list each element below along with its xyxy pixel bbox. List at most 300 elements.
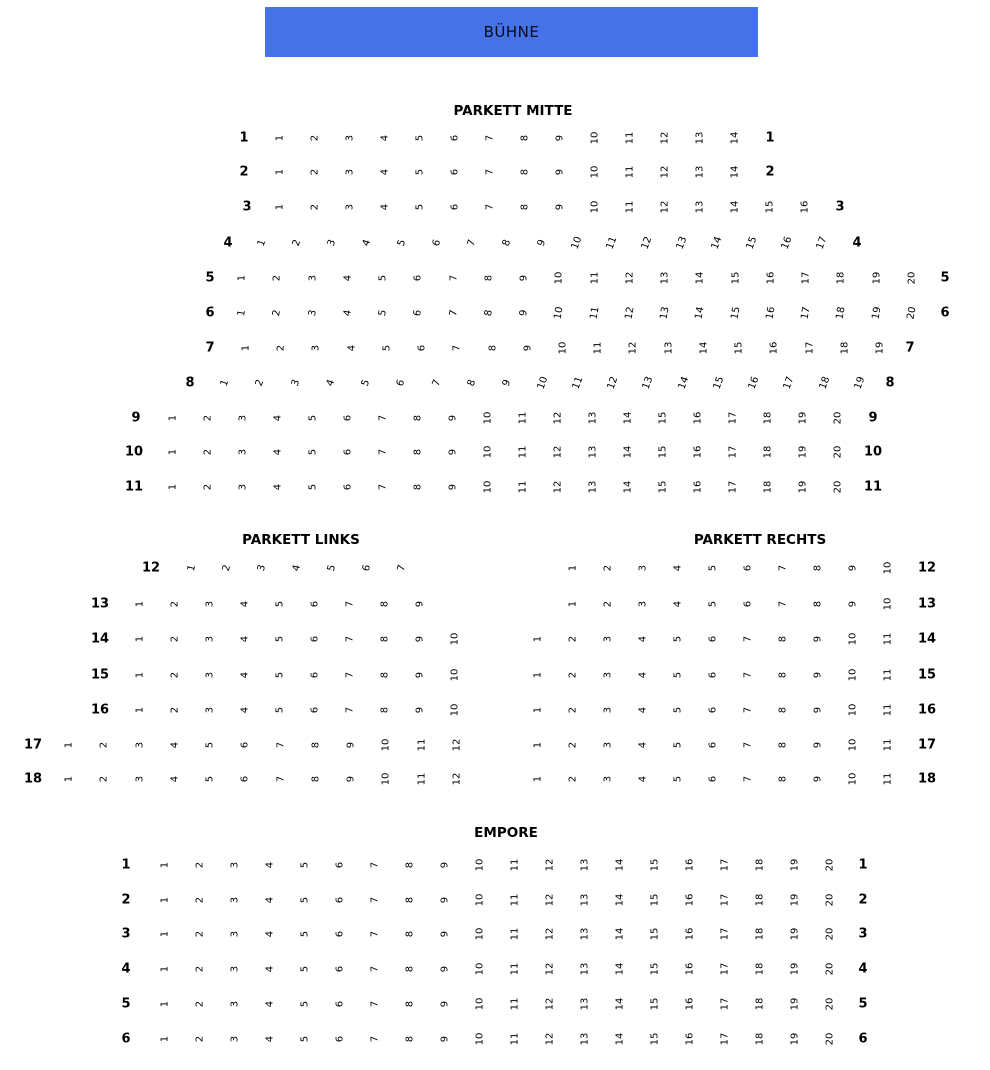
seat-number: 8 xyxy=(379,635,391,643)
seat-number: 11 xyxy=(509,858,521,872)
seat-number: 10 xyxy=(482,445,494,459)
seat-number: 13 xyxy=(663,341,675,355)
seat-number: 13 xyxy=(587,411,599,425)
row-label-left: 2 xyxy=(239,164,249,180)
row-label-right: 6 xyxy=(940,305,950,321)
seat-number: 18 xyxy=(817,375,833,391)
seat-number: 4 xyxy=(346,344,358,352)
seat-number: 14 xyxy=(693,305,707,321)
seat-number: 8 xyxy=(777,775,789,783)
seat-number: 6 xyxy=(342,414,354,422)
seat-number: 8 xyxy=(404,965,416,973)
seat-number: 10 xyxy=(449,668,461,682)
seat-number: 9 xyxy=(414,706,426,714)
seat-number: 6 xyxy=(449,134,461,142)
seat-number: 16 xyxy=(764,305,778,321)
seat-number: 3 xyxy=(134,741,146,749)
seat-number: 5 xyxy=(274,635,286,643)
seat-number: 4 xyxy=(239,706,251,714)
seat-number: 7 xyxy=(447,308,460,318)
seat-number: 2 xyxy=(567,671,579,679)
section-title-parkett-links: PARKETT LINKS xyxy=(242,532,360,548)
seat-number: 4 xyxy=(379,203,391,211)
seat-number: 9 xyxy=(522,344,534,352)
row-label-right: 2 xyxy=(765,164,775,180)
seat-number: 16 xyxy=(684,927,696,941)
seat-number: 3 xyxy=(637,564,649,572)
seat-number: 14 xyxy=(729,200,741,214)
seat-number: 1 xyxy=(134,671,146,679)
seat-number: 10 xyxy=(552,305,566,321)
seat-number: 7 xyxy=(742,706,754,714)
row-label-right: 5 xyxy=(940,270,950,286)
row-label-right: 11 xyxy=(863,479,883,495)
seat-number: 16 xyxy=(768,341,780,355)
section-title-empore: EMPORE xyxy=(474,825,538,841)
row-label-left: 2 xyxy=(121,892,131,908)
row-label-left: 13 xyxy=(90,596,110,612)
seat-number: 17 xyxy=(719,927,731,941)
seat-number: 1 xyxy=(134,635,146,643)
seat-number: 9 xyxy=(439,861,451,869)
seat-number: 15 xyxy=(729,305,743,321)
stage-label: BÜHNE xyxy=(483,23,540,41)
seat-number: 5 xyxy=(672,671,684,679)
row-label-left: 6 xyxy=(205,305,215,321)
seat-number: 14 xyxy=(614,858,626,872)
seat-number: 19 xyxy=(789,1032,801,1046)
seat-number: 1 xyxy=(532,671,544,679)
seat-number: 3 xyxy=(310,344,322,352)
seat-number: 6 xyxy=(239,741,251,749)
seat-number: 2 xyxy=(290,238,304,248)
seat-number: 9 xyxy=(414,671,426,679)
seat-number: 7 xyxy=(369,861,381,869)
seat-number: 8 xyxy=(379,671,391,679)
row-label-right: 1 xyxy=(858,857,868,873)
seat-number: 19 xyxy=(797,480,809,494)
seat-number: 6 xyxy=(742,564,754,572)
seat-number: 3 xyxy=(237,414,249,422)
seat-number: 3 xyxy=(602,635,614,643)
seat-number: 8 xyxy=(500,238,514,248)
seat-number: 13 xyxy=(640,375,656,391)
seat-number: 8 xyxy=(404,896,416,904)
seat-number: 4 xyxy=(264,1000,276,1008)
row-label-left: 3 xyxy=(121,926,131,942)
seat-number: 6 xyxy=(412,308,425,318)
seat-number: 20 xyxy=(824,927,836,941)
seat-number: 11 xyxy=(882,772,894,786)
seat-number: 6 xyxy=(309,706,321,714)
seat-number: 11 xyxy=(882,738,894,752)
seat-number: 2 xyxy=(309,168,321,176)
seat-number: 15 xyxy=(733,341,745,355)
seat-number: 10 xyxy=(589,165,601,179)
seat-number: 1 xyxy=(236,274,248,282)
section-title-parkett-rechts: PARKETT RECHTS xyxy=(693,532,827,548)
seat-number: 7 xyxy=(777,600,789,608)
row-label-left: 15 xyxy=(90,667,110,683)
seat-number: 1 xyxy=(274,168,286,176)
seat-number: 10 xyxy=(535,375,550,391)
seat-number: 5 xyxy=(299,1000,311,1008)
seat-number: 8 xyxy=(310,775,322,783)
seat-number: 4 xyxy=(239,635,251,643)
seat-number: 19 xyxy=(789,858,801,872)
seat-number: 6 xyxy=(334,896,346,904)
row-label-left: 16 xyxy=(90,702,110,718)
seat-number: 11 xyxy=(570,375,586,391)
seat-number: 20 xyxy=(824,997,836,1011)
row-label-right: 6 xyxy=(858,1031,868,1047)
seat-number: 6 xyxy=(342,448,354,456)
row-label-right: 7 xyxy=(905,340,915,356)
seat-number: 7 xyxy=(395,563,409,573)
seat-number: 16 xyxy=(684,962,696,976)
seat-number: 14 xyxy=(614,1032,626,1046)
seat-number: 15 xyxy=(649,927,661,941)
seat-number: 5 xyxy=(299,965,311,973)
seat-number: 5 xyxy=(707,600,719,608)
seat-number: 14 xyxy=(622,480,634,494)
seat-number: 7 xyxy=(742,635,754,643)
seat-number: 8 xyxy=(519,203,531,211)
seat-number: 19 xyxy=(871,271,883,285)
seat-number: 3 xyxy=(255,563,269,573)
seat-number: 4 xyxy=(239,600,251,608)
seat-number: 7 xyxy=(451,344,463,352)
row-label-left: 7 xyxy=(205,340,215,356)
seat-number: 16 xyxy=(692,480,704,494)
seat-number: 17 xyxy=(719,962,731,976)
seat-number: 2 xyxy=(194,1000,206,1008)
seat-number: 7 xyxy=(344,635,356,643)
seat-number: 8 xyxy=(812,600,824,608)
seat-number: 2 xyxy=(275,344,287,352)
seat-number: 10 xyxy=(380,772,392,786)
seat-number: 6 xyxy=(334,965,346,973)
seat-number: 7 xyxy=(369,1000,381,1008)
seat-number: 11 xyxy=(517,411,529,425)
seat-number: 2 xyxy=(567,775,579,783)
seat-number: 2 xyxy=(169,635,181,643)
seat-number: 1 xyxy=(63,775,75,783)
seat-number: 9 xyxy=(518,308,531,318)
seat-number: 16 xyxy=(684,997,696,1011)
seat-number: 1 xyxy=(159,861,171,869)
seat-number: 13 xyxy=(694,165,706,179)
seat-number: 9 xyxy=(439,1035,451,1043)
seat-number: 20 xyxy=(832,480,844,494)
seat-number: 1 xyxy=(167,448,179,456)
seat-number: 17 xyxy=(719,858,731,872)
seat-number: 10 xyxy=(474,997,486,1011)
seat-number: 2 xyxy=(194,1035,206,1043)
seat-number: 11 xyxy=(882,703,894,717)
seat-number: 6 xyxy=(707,741,719,749)
seat-number: 4 xyxy=(672,564,684,572)
seat-number: 3 xyxy=(307,274,319,282)
seat-number: 7 xyxy=(465,238,479,248)
seat-number: 2 xyxy=(602,564,614,572)
seat-number: 15 xyxy=(764,200,776,214)
seat-number: 19 xyxy=(870,305,884,321)
seat-number: 3 xyxy=(602,775,614,783)
seat-number: 7 xyxy=(484,203,496,211)
seat-number: 10 xyxy=(449,632,461,646)
seat-number: 7 xyxy=(369,965,381,973)
seat-number: 1 xyxy=(532,775,544,783)
seat-number: 1 xyxy=(167,483,179,491)
row-label-left: 6 xyxy=(121,1031,131,1047)
seat-number: 6 xyxy=(707,775,719,783)
seat-number: 17 xyxy=(727,411,739,425)
seat-number: 6 xyxy=(334,861,346,869)
row-label-left: 1 xyxy=(121,857,131,873)
seat-number: 12 xyxy=(552,411,564,425)
seat-number: 12 xyxy=(451,772,463,786)
seat-number: 12 xyxy=(544,858,556,872)
seat-number: 12 xyxy=(552,480,564,494)
seat-number: 3 xyxy=(344,134,356,142)
seat-number: 20 xyxy=(824,858,836,872)
seat-number: 1 xyxy=(532,635,544,643)
seat-number: 6 xyxy=(334,1000,346,1008)
seat-number: 13 xyxy=(579,962,591,976)
seat-number: 17 xyxy=(799,305,813,321)
seat-number: 8 xyxy=(519,168,531,176)
seat-number: 7 xyxy=(275,775,287,783)
seat-number: 14 xyxy=(729,165,741,179)
seat-number: 2 xyxy=(309,134,321,142)
row-label-right: 1 xyxy=(765,130,775,146)
seat-number: 4 xyxy=(342,274,354,282)
seat-number: 9 xyxy=(447,414,459,422)
seat-number: 7 xyxy=(377,483,389,491)
seat-number: 10 xyxy=(882,597,894,611)
seat-number: 6 xyxy=(239,775,251,783)
row-label-right: 3 xyxy=(858,926,868,942)
seat-number: 1 xyxy=(134,600,146,608)
seat-number: 20 xyxy=(824,893,836,907)
seat-number: 18 xyxy=(834,305,848,321)
seat-number: 18 xyxy=(754,927,766,941)
seat-number: 10 xyxy=(553,271,565,285)
seat-number: 9 xyxy=(812,671,824,679)
seat-number: 20 xyxy=(832,411,844,425)
seat-number: 9 xyxy=(345,741,357,749)
seat-number: 19 xyxy=(797,411,809,425)
seat-number: 10 xyxy=(847,738,859,752)
seat-number: 14 xyxy=(709,235,725,251)
seat-number: 2 xyxy=(169,706,181,714)
seat-number: 3 xyxy=(204,600,216,608)
seat-number: 5 xyxy=(274,706,286,714)
seat-number: 16 xyxy=(684,858,696,872)
seat-number: 5 xyxy=(274,600,286,608)
seat-number: 6 xyxy=(430,238,444,248)
seat-number: 8 xyxy=(379,600,391,608)
row-label-left: 1 xyxy=(239,130,249,146)
seat-number: 19 xyxy=(789,997,801,1011)
seat-number: 7 xyxy=(369,1035,381,1043)
seat-number: 9 xyxy=(447,483,459,491)
seat-number: 18 xyxy=(754,893,766,907)
seat-number: 1 xyxy=(185,563,199,573)
seat-number: 16 xyxy=(799,200,811,214)
row-label-left: 10 xyxy=(124,444,144,460)
row-label-left: 5 xyxy=(205,270,215,286)
seat-number: 19 xyxy=(874,341,886,355)
seat-number: 2 xyxy=(202,448,214,456)
seat-number: 9 xyxy=(345,775,357,783)
seat-number: 2 xyxy=(271,308,284,318)
seat-number: 19 xyxy=(789,893,801,907)
seat-number: 17 xyxy=(719,893,731,907)
seat-number: 5 xyxy=(299,1035,311,1043)
seat-number: 8 xyxy=(412,414,424,422)
seat-number: 8 xyxy=(404,861,416,869)
seat-number: 10 xyxy=(482,480,494,494)
seat-number: 7 xyxy=(484,134,496,142)
seat-number: 3 xyxy=(134,775,146,783)
seat-number: 10 xyxy=(847,632,859,646)
seat-number: 14 xyxy=(694,271,706,285)
row-label-left: 9 xyxy=(131,410,141,426)
seat-number: 5 xyxy=(307,414,319,422)
seat-number: 11 xyxy=(604,235,620,251)
seat-number: 12 xyxy=(552,445,564,459)
seat-number: 10 xyxy=(882,561,894,575)
seat-number: 2 xyxy=(254,378,267,388)
row-label-right: 4 xyxy=(858,961,868,977)
seat-number: 10 xyxy=(847,772,859,786)
seat-number: 7 xyxy=(377,448,389,456)
seat-number: 9 xyxy=(554,203,566,211)
seat-number: 8 xyxy=(310,741,322,749)
seat-number: 10 xyxy=(557,341,569,355)
seat-number: 13 xyxy=(674,235,690,251)
seat-number: 16 xyxy=(684,893,696,907)
seat-number: 7 xyxy=(369,930,381,938)
seat-number: 3 xyxy=(229,1035,241,1043)
seat-number: 2 xyxy=(567,706,579,714)
seat-number: 8 xyxy=(404,1035,416,1043)
seat-number: 6 xyxy=(395,378,408,388)
seat-number: 20 xyxy=(824,962,836,976)
seat-number: 4 xyxy=(264,896,276,904)
seat-number: 10 xyxy=(569,235,585,251)
seat-number: 15 xyxy=(730,271,742,285)
seat-number: 5 xyxy=(395,238,409,248)
seat-number: 19 xyxy=(789,962,801,976)
seat-number: 5 xyxy=(707,564,719,572)
seat-number: 12 xyxy=(623,305,637,321)
row-label-right: 17 xyxy=(917,737,937,753)
seat-number: 2 xyxy=(194,896,206,904)
seat-number: 18 xyxy=(835,271,847,285)
row-label-left: 4 xyxy=(121,961,131,977)
seat-number: 6 xyxy=(449,203,461,211)
seat-number: 5 xyxy=(377,274,389,282)
seat-number: 3 xyxy=(237,448,249,456)
seat-number: 1 xyxy=(532,741,544,749)
seat-number: 12 xyxy=(627,341,639,355)
seat-number: 13 xyxy=(694,200,706,214)
seat-number: 5 xyxy=(299,896,311,904)
seat-number: 20 xyxy=(905,305,919,321)
seat-number: 6 xyxy=(309,671,321,679)
seat-number: 10 xyxy=(482,411,494,425)
seat-number: 1 xyxy=(218,378,232,388)
seat-number: 4 xyxy=(264,1035,276,1043)
seat-number: 9 xyxy=(554,134,566,142)
seat-number: 3 xyxy=(229,861,241,869)
seat-number: 10 xyxy=(589,200,601,214)
seat-number: 6 xyxy=(360,563,374,573)
seat-number: 8 xyxy=(777,671,789,679)
row-label-right: 9 xyxy=(868,410,878,426)
seat-number: 11 xyxy=(882,668,894,682)
seat-number: 6 xyxy=(707,671,719,679)
seat-number: 5 xyxy=(381,344,393,352)
seat-number: 1 xyxy=(567,564,579,572)
seat-number: 8 xyxy=(483,274,495,282)
seat-number: 4 xyxy=(169,741,181,749)
seat-number: 14 xyxy=(698,341,710,355)
seat-number: 3 xyxy=(204,671,216,679)
seat-number: 1 xyxy=(274,203,286,211)
seat-number: 8 xyxy=(777,706,789,714)
seat-number: 11 xyxy=(882,632,894,646)
seat-number: 15 xyxy=(657,480,669,494)
seat-number: 17 xyxy=(804,341,816,355)
seat-number: 2 xyxy=(202,483,214,491)
seat-number: 14 xyxy=(614,997,626,1011)
seat-number: 6 xyxy=(334,1035,346,1043)
row-label-left: 17 xyxy=(23,737,43,753)
seat-number: 7 xyxy=(484,168,496,176)
seat-number: 15 xyxy=(649,893,661,907)
seat-number: 18 xyxy=(762,411,774,425)
seat-number: 18 xyxy=(839,341,851,355)
seat-number: 16 xyxy=(746,375,762,391)
row-label-right: 14 xyxy=(917,631,937,647)
seat-number: 7 xyxy=(344,671,356,679)
seat-number: 9 xyxy=(812,635,824,643)
seat-number: 11 xyxy=(509,1032,521,1046)
seat-number: 8 xyxy=(465,378,479,388)
seat-number: 12 xyxy=(544,927,556,941)
seat-number: 18 xyxy=(754,962,766,976)
row-label-right: 13 xyxy=(917,596,937,612)
seat-number: 2 xyxy=(194,965,206,973)
row-label-left: 5 xyxy=(121,996,131,1012)
seat-number: 7 xyxy=(742,775,754,783)
seat-number: 9 xyxy=(439,1000,451,1008)
seat-number: 4 xyxy=(637,775,649,783)
seat-number: 3 xyxy=(602,706,614,714)
seat-number: 8 xyxy=(379,706,391,714)
seat-number: 10 xyxy=(474,858,486,872)
seat-number: 15 xyxy=(657,445,669,459)
seat-number: 20 xyxy=(824,1032,836,1046)
seat-number: 2 xyxy=(602,600,614,608)
seat-number: 9 xyxy=(439,965,451,973)
seat-number: 5 xyxy=(204,741,216,749)
seat-number: 11 xyxy=(588,305,602,321)
